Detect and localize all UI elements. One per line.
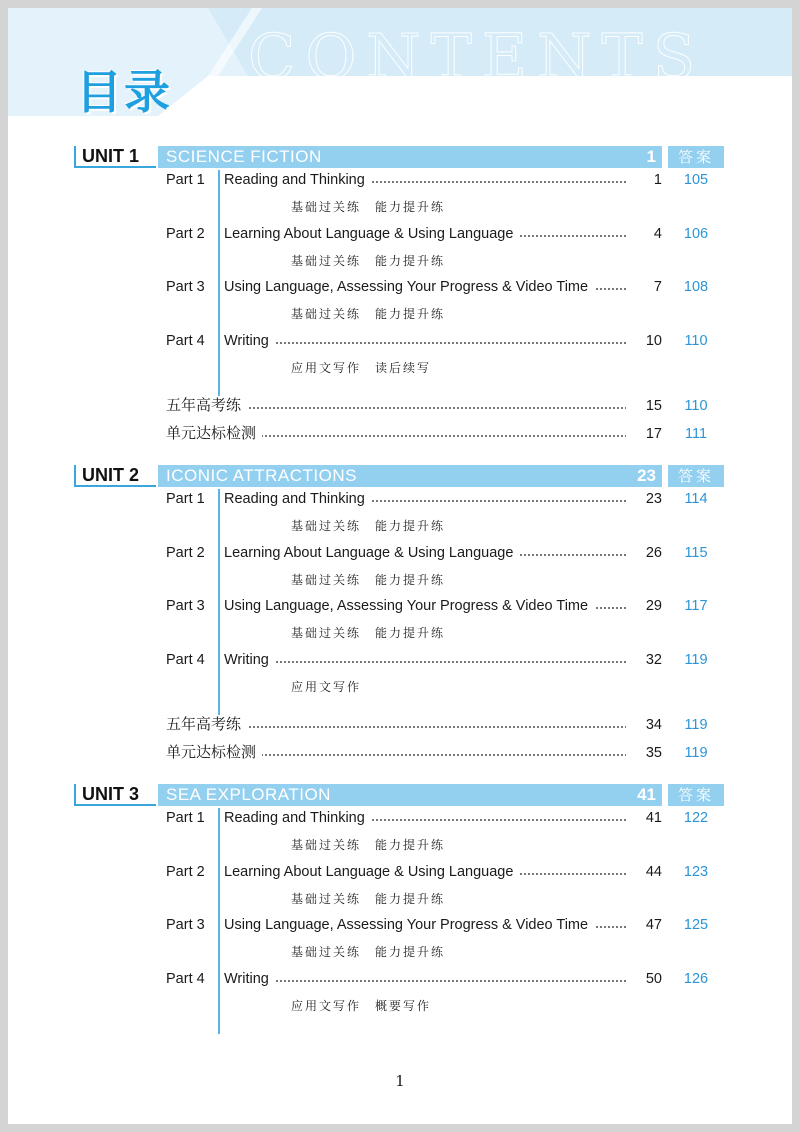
toc-entry[interactable]	[8, 489, 792, 509]
subsection-list	[291, 837, 459, 853]
unit-title-bar[interactable]	[158, 465, 662, 487]
part-title: Learning About Language & Using Language	[224, 862, 519, 882]
entry-page: 32	[626, 650, 662, 670]
subsection-list	[291, 944, 459, 960]
part-label: Part 3	[166, 917, 205, 933]
unit-start-page: 1	[646, 147, 656, 166]
subsection-item: 能力提升练	[375, 307, 446, 321]
page-number: 1	[395, 1072, 405, 1090]
unit-header	[8, 465, 792, 487]
subsection-item: 基础过关练	[291, 891, 362, 906]
subsection-list	[291, 572, 459, 588]
dot-leader	[228, 980, 646, 982]
subsection-list	[291, 518, 459, 534]
entry-page: 35	[626, 743, 662, 763]
part-title: Using Language, Assessing Your Progress & Video Time	[224, 277, 594, 297]
answer-page[interactable]: 111	[684, 426, 708, 442]
subsection-list	[291, 360, 445, 376]
subsection-item: 概要写作	[375, 998, 432, 1013]
toc-entry-extra[interactable]	[8, 424, 792, 444]
part-label: Part 3	[166, 598, 205, 614]
toc-entry[interactable]	[8, 596, 792, 616]
subsection-item: 基础过关练	[291, 307, 362, 321]
part-title: Writing	[224, 331, 275, 351]
entry-page: 26	[626, 543, 662, 563]
answer-page[interactable]: 105	[683, 172, 709, 188]
toc-entry[interactable]	[8, 331, 792, 351]
subsection-item: 基础过关练	[291, 200, 362, 214]
entry-page: 1	[626, 170, 662, 190]
subsection-list	[291, 679, 375, 695]
entry-page: 41	[626, 808, 662, 828]
answer-page[interactable]: 119	[684, 717, 708, 733]
dot-leader	[228, 661, 646, 663]
entry-page: 17	[626, 424, 662, 444]
part-label: Part 4	[166, 332, 205, 349]
toc-entry[interactable]	[8, 650, 792, 670]
subsection-list	[291, 998, 445, 1014]
answer-page[interactable]: 126	[683, 970, 709, 987]
subsection-list	[291, 891, 459, 907]
subsection-item: 基础过关练	[291, 253, 362, 268]
page-title: 目录	[76, 65, 172, 119]
entry-page: 10	[626, 331, 662, 351]
toc-entry[interactable]	[8, 170, 792, 190]
unit-start-page: 41	[637, 785, 656, 804]
subsection-item: 基础过关练	[291, 626, 362, 640]
part-label: Part 2	[166, 863, 205, 880]
answer-tag: 答案	[668, 146, 724, 168]
answer-page[interactable]: 115	[684, 544, 708, 561]
part-title: Reading and Thinking	[224, 170, 371, 190]
unit-name: SEA EXPLORATION	[166, 785, 331, 804]
subsection-item: 能力提升练	[375, 626, 446, 640]
toc-entry-extra[interactable]	[8, 743, 792, 763]
part-title: Using Language, Assessing Your Progress & Video Time	[224, 596, 594, 616]
answer-page[interactable]: 122	[683, 810, 709, 826]
subsection-item: 能力提升练	[375, 253, 446, 268]
toc-entry[interactable]	[8, 543, 792, 563]
unit-section	[8, 465, 792, 761]
subsection-item: 基础过关练	[291, 572, 362, 587]
entry-page: 47	[626, 915, 662, 935]
toc-entry[interactable]	[8, 808, 792, 828]
entry-page: 15	[626, 396, 662, 416]
part-title: Learning About Language & Using Language	[224, 543, 519, 563]
toc-entry[interactable]	[8, 277, 792, 297]
unit-label: UNIT 3	[74, 784, 156, 806]
unit-header	[8, 146, 792, 168]
part-label: Part 3	[166, 279, 205, 295]
part-label: Part 1	[166, 810, 205, 826]
subsection-item: 应用文写作	[291, 360, 362, 375]
entry-page: 4	[626, 224, 662, 244]
unit-name: SCIENCE FICTION	[166, 147, 322, 166]
unit-section	[8, 784, 792, 1013]
entry-page: 29	[626, 596, 662, 616]
subsection-item: 能力提升练	[375, 891, 446, 906]
answer-page[interactable]: 117	[684, 598, 708, 614]
subsection-item: 基础过关练	[291, 945, 362, 959]
unit-label: UNIT 2	[74, 465, 156, 487]
subsection-item: 基础过关练	[291, 519, 362, 533]
entry-page: 50	[626, 969, 662, 989]
answer-page[interactable]: 110	[684, 398, 708, 414]
unit-title-bar[interactable]	[158, 146, 662, 168]
part-title: Writing	[224, 969, 275, 989]
dot-leader	[228, 342, 646, 344]
extra-title: 五年高考练	[166, 715, 247, 735]
entry-page: 34	[626, 715, 662, 735]
toc-entry-extra[interactable]	[8, 715, 792, 735]
extra-title: 单元达标检测	[166, 743, 262, 763]
part-label: Part 4	[166, 970, 205, 987]
toc-entry[interactable]	[8, 862, 792, 882]
unit-start-page: 23	[637, 466, 656, 485]
subsection-item: 应用文写作	[291, 679, 362, 694]
answer-page[interactable]: 106	[683, 225, 709, 242]
part-title: Reading and Thinking	[224, 808, 371, 828]
subsection-list	[291, 253, 459, 269]
subsection-item: 基础过关练	[291, 838, 362, 852]
unit-name: ICONIC ATTRACTIONS	[166, 466, 357, 485]
part-label: Part 2	[166, 225, 205, 242]
answer-page[interactable]: 119	[684, 745, 708, 761]
answer-page[interactable]: 123	[683, 863, 709, 880]
subsection-item: 应用文写作	[291, 998, 362, 1013]
unit-label: UNIT 1	[74, 146, 156, 168]
part-label: Part 1	[166, 172, 205, 188]
answer-page[interactable]: 125	[683, 917, 709, 933]
extra-title: 单元达标检测	[166, 424, 262, 444]
part-label: Part 2	[166, 544, 205, 561]
answer-page[interactable]: 110	[684, 332, 708, 349]
unit-title-bar[interactable]	[158, 784, 662, 806]
part-title: Writing	[224, 650, 275, 670]
subsection-list	[291, 199, 459, 215]
toc-entry[interactable]	[8, 915, 792, 935]
subsection-item: 能力提升练	[375, 519, 446, 533]
part-label: Part 1	[166, 491, 205, 507]
entry-page: 23	[626, 489, 662, 509]
part-title: Reading and Thinking	[224, 489, 371, 509]
toc-page	[8, 8, 792, 1124]
answer-page[interactable]: 114	[684, 491, 708, 507]
toc-entry[interactable]	[8, 224, 792, 244]
part-label: Part 4	[166, 651, 205, 668]
answer-tag: 答案	[668, 784, 724, 806]
subsection-list	[291, 306, 459, 322]
toc-entry[interactable]	[8, 969, 792, 989]
subsection-item: 能力提升练	[375, 838, 446, 852]
subsection-list	[291, 625, 459, 641]
part-title: Using Language, Assessing Your Progress & Video Time	[224, 915, 594, 935]
answer-tag: 答案	[668, 465, 724, 487]
unit-section	[8, 146, 792, 442]
contents-watermark: CONTENTS	[248, 20, 706, 93]
part-title: Learning About Language & Using Language	[224, 224, 519, 244]
subsection-item: 能力提升练	[375, 945, 446, 959]
unit-header	[8, 784, 792, 806]
extra-title: 五年高考练	[166, 396, 247, 416]
answer-page[interactable]: 108	[683, 279, 709, 295]
subsection-item: 能力提升练	[375, 200, 446, 214]
entry-page: 44	[626, 862, 662, 882]
subsection-item: 读后续写	[375, 360, 432, 375]
answer-page[interactable]: 119	[684, 651, 708, 668]
subsection-item: 能力提升练	[375, 572, 446, 587]
entry-page: 7	[626, 277, 662, 297]
toc-entry-extra[interactable]	[8, 396, 792, 416]
header-band	[8, 8, 792, 119]
